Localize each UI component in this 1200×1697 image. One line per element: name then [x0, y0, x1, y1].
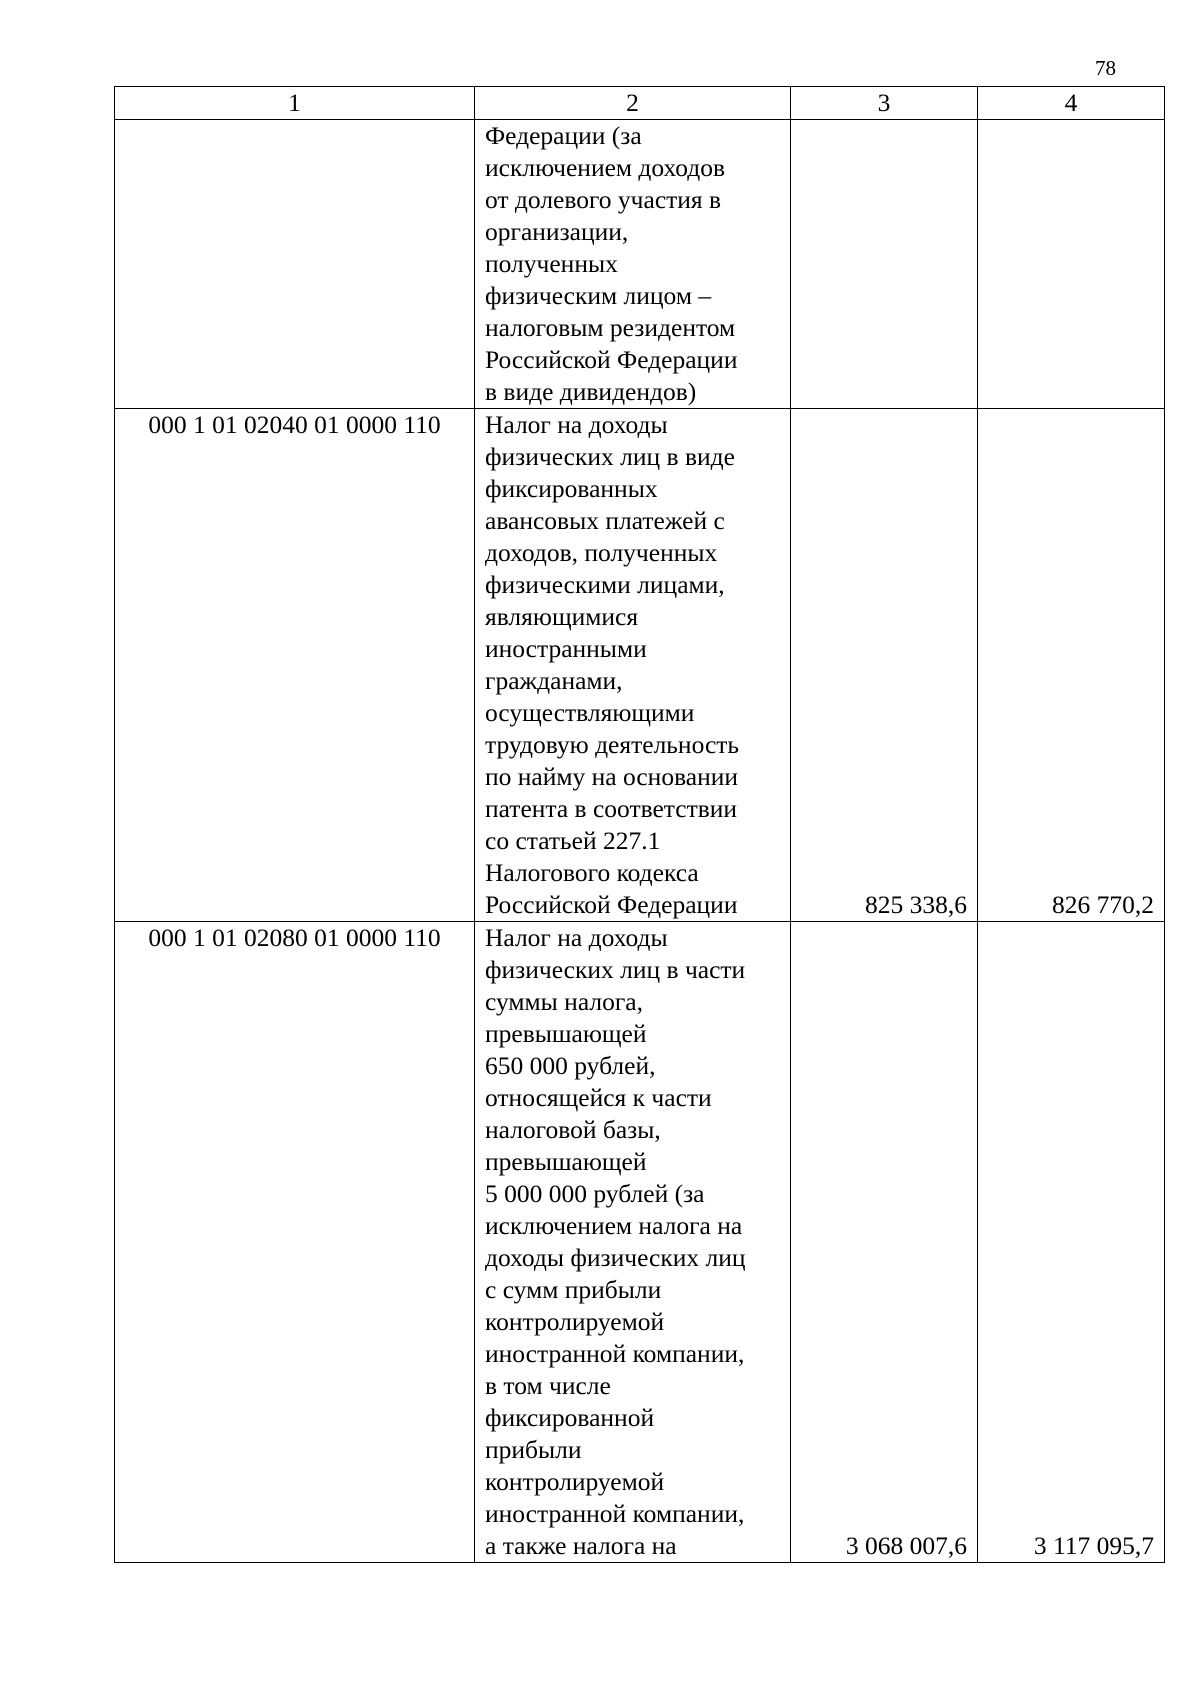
column-header-4: 4 [978, 87, 1165, 120]
table-row [115, 922, 1165, 1563]
page-number: 78 [1095, 56, 1116, 80]
budget-code-cell: 000 1 01 02080 01 0000 110 [115, 922, 475, 1563]
column-header-3: 3 [791, 87, 978, 120]
amount-column-3-cell: 3 068 007,6 [791, 922, 978, 1563]
column-header-1: 1 [115, 87, 475, 120]
amount-column-3-cell [791, 120, 978, 409]
budget-table [114, 86, 1165, 1563]
revenue-name-cell: Федерации (за исключением доходов от долевого участия в организации, полученных физическим лицом – налоговым резидентом Российской Федерации в виде дивидендов) [475, 120, 791, 409]
table-header-row [115, 87, 1165, 120]
budget-code-cell [115, 120, 475, 409]
column-header-2: 2 [475, 87, 791, 120]
table-header [115, 87, 1165, 120]
amount-column-3-cell: 825 338,6 [791, 409, 978, 922]
table-body [115, 120, 1165, 1563]
budget-code-cell: 000 1 01 02040 01 0000 110 [115, 409, 475, 922]
revenue-name-cell: Налог на доходы физических лиц в части суммы налога, превышающей 650 000 рублей, относящейся к части налоговой базы, превышающей 5 000 000 рублей (за исключением налога на доходы физических лиц с сумм прибыли контролируемой иностранной компании, в том числе фиксированной прибыли контролируемой иностранной компании, а также налога на [475, 922, 791, 1563]
amount-column-4-cell: 826 770,2 [978, 409, 1165, 922]
table-row [115, 120, 1165, 409]
revenue-name-cell: Налог на доходы физических лиц в виде фиксированных авансовых платежей с доходов, полученных физическими лицами, являющимися иностранными гражданами, осуществляющими трудовую деятельность по найму на основании патента в соответствии со статьей 227.1 Налогового кодекса Российской Федерации [475, 409, 791, 922]
table-row [115, 409, 1165, 922]
amount-column-4-cell [978, 120, 1165, 409]
amount-column-4-cell: 3 117 095,7 [978, 922, 1165, 1563]
